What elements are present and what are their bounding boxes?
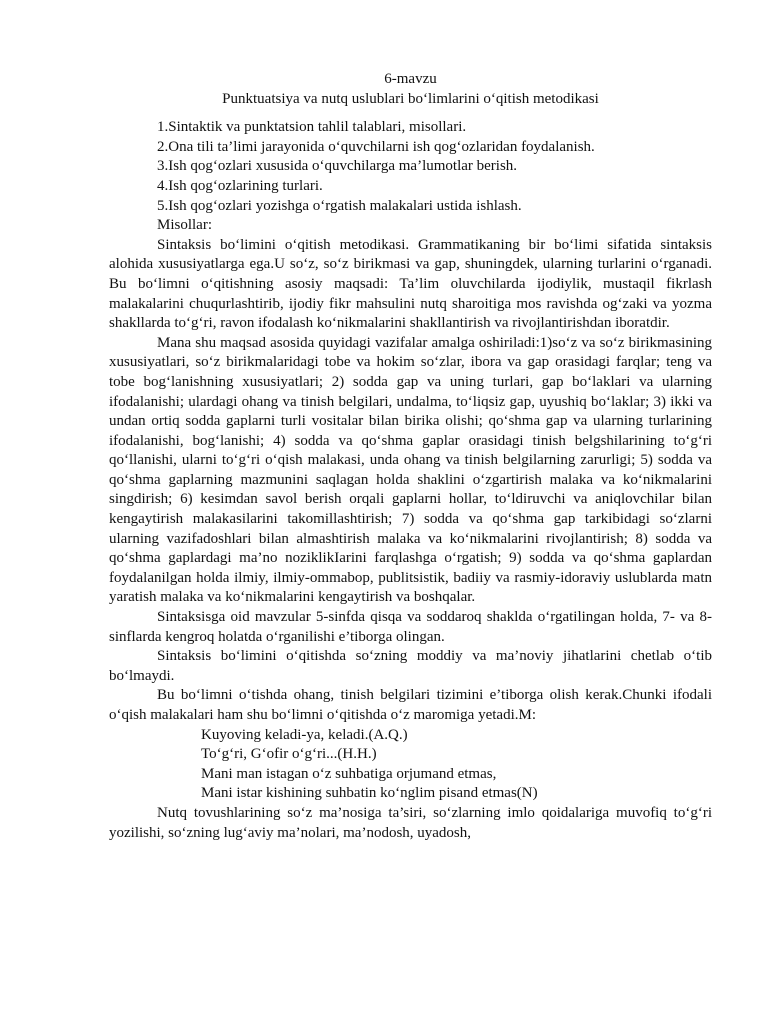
body-paragraph: Mana shu maqsad asosida quyidagi vazifalar amalga oshiriladi:1)so‘z va so‘z birikmasining xususiyatlari, so‘z birikmalaridagi tobe va hokim so‘zlar, ibora va gap orasidagi farqlar; teng va tobe bog‘lanishning xususiyatlari; 2) sodda gap va uning turlari, gap bo‘laklari va ularning ifodalanishi; ulardagi ohang va tinish belgilari, undalma, to‘liqsiz gap, uyushiq bo‘laklar; 3) ikki va undan ortiq sodda gaplarni turli vositalar bilan birika olishi; qo‘shma gap va ularning turlarining ifodalanishi, bog‘lanishi; 4) sodda va qo‘shma gaplar orasidagi tinish belgshilarining to‘g‘ri qo‘llanishi, ularni to‘g‘ri o‘qish malakasi, unda ohang va tinish belgilarning zarurligi; 5) sodda va qo‘shma gaplarning mazmunini saqlagan holda shaklini o‘zgartirish malaka va ko‘nikmalarini singdirish; 6) kesimdan savol berish orqali gaplarni hollar, to‘ldiruvchi va aniqlovchilar bilan kengaytirish malakasilarini takomillashtirish; 7) sodda va qo‘shma gap tarkibidagi so‘zlarni ularning vazifadoshlari bilan almashtirish malaka va ko‘nikmalarini rivojlantirish; 8) sodda va qo‘shma gaplardagi ma’no noziklikIarini farqlashga o‘rgatish; 9) sodda va qo‘shma gaplardan foydalanilgan holda ilmiy, ilmiy-ommabop, publitsistik, badiiy va rasmiy-idoraviy uslublarda matn yaratish malaka va ko‘nikmalarini kengaytirish va boshqalar. bbox=[109, 334, 712, 606]
verse-line: Kuyoving keladi-ya, keladi.(A.Q.) bbox=[201, 726, 408, 743]
closing-paragraph: Nutq tovushlarining so‘z ma’nosiga ta’siri, so‘zlarning imlo qoidalariga muvofiq to‘g‘ri yozilishi, so‘zning lug‘aviy ma’nolari, ma’nodosh, uyadosh, bbox=[109, 804, 712, 841]
verse-line: To‘g‘ri, G‘ofir o‘g‘ri...(H.H.) bbox=[201, 746, 377, 763]
body-paragraph: Sintaksis bo‘limini o‘qitish metodikasi. Grammatikaning bir bo‘limi sifatida sintaksis alohida xususiyatlarga ega.U so‘z, so‘z birikmasi va gap, shuningdek, ularning turlarini o‘rganadi. Bu bo‘limni o‘qitishning asosiy maqsadi: Ta’lim oluvchilarda ijodiylik, mustaqil fikrlash malakalarini chuqurlashtirib, ijodiy fikr mahsulini nutq sharoitiga mos ravishda og‘zaki va yozma shakllarda to‘g‘ri, ravon ifodalash ko‘nikmalarini shakllantirish va rivojlantirishdan iboratdir. bbox=[109, 236, 712, 332]
plan-list bbox=[109, 118, 712, 236]
plan-item: 3.Ish qog‘ozlari xususida o‘quvchilarga ma’lumotlar berish. bbox=[157, 158, 518, 175]
examples-label: Misollar: bbox=[157, 217, 212, 234]
verse-line: Mani man istagan o‘z suhbatiga orjumand etmas, bbox=[201, 765, 497, 782]
body-paragraph: Sintaksisga oid mavzular 5-sinfda qisqa va soddaroq shaklda o‘rgatilingan holda, 7- va 8-sinflarda kengroq holatda o‘rganilishi e’tiborga olingan. bbox=[109, 609, 712, 645]
plan-item: 1.Sintaktik va punktatsion tahlil talablari, misollari. bbox=[157, 119, 467, 136]
verse-line: Mani istar kishining suhbatin ko‘nglim pisand etmas(N) bbox=[201, 785, 538, 802]
verse-examples bbox=[109, 726, 712, 804]
page-title: Punktuatsiya va nutq uslublari bo‘limlarini o‘qitish metodikasi bbox=[222, 90, 599, 107]
plan-item: 5.Ish qog‘ozlari yozishga o‘rgatish malakalari ustida ishlash. bbox=[157, 197, 522, 214]
body-paragraph: Sintaksis bo‘limini o‘qitishda so‘zning moddiy va ma’noviy jihatlarini chetlab o‘tib bo‘lmaydi. bbox=[109, 648, 712, 684]
body-paragraph: Bu bo‘limni o‘tishda ohang, tinish belgilari tizimini e’tiborga olish kerak.Chunki ifodali o‘qish malakalari ham shu bo‘limni o‘qitishda o‘z maromiga yetadi.M: bbox=[109, 687, 712, 723]
topic-number: 6-mavzu bbox=[384, 71, 437, 87]
plan-item: 4.Ish qog‘ozlarining turlari. bbox=[157, 177, 323, 194]
plan-item: 2.Ona tili ta’limi jarayonida o‘quvchilarni ish qog‘ozlaridan foydalanish. bbox=[157, 138, 595, 155]
